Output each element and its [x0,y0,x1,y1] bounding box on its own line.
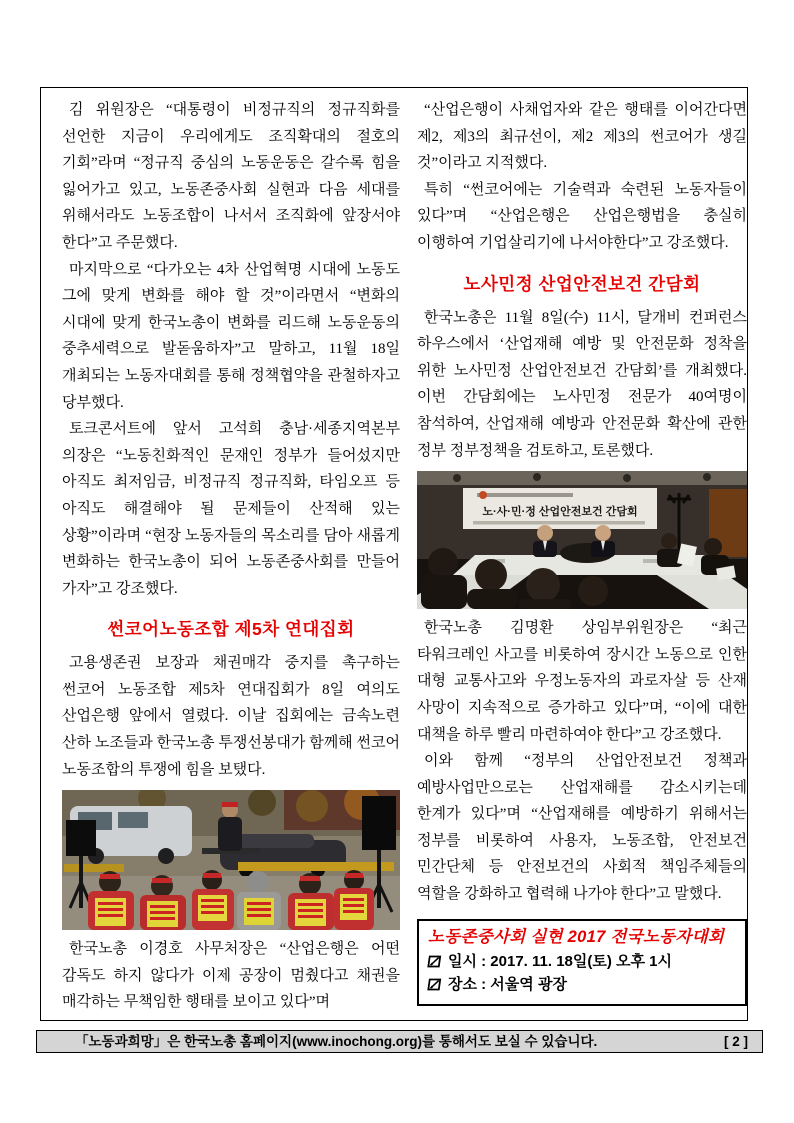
banner-text: 노·사·민·정 산업안전보건 간담회 [482,506,638,519]
yellow-barrier [64,864,124,872]
paragraph: 마지막으로 “다가오는 4차 산업혁명 시대에 노동도 그에 맞게 변화를 해야 할 것”이라면서 “변화의 시대에 맞게 한국노총이 변화를 리드해 노동운동의 중추세력으로 발돋움하자”고 말하고, 11월 18일 개최되는 노동자대회를 통해 정책협약을 관철하자고 당부했다. [62,261,400,411]
paragraph: 토크콘서트에 앞서 고석희 충남·세종지역본부 의장은 “노동친화적인 문재인 정부가 들어섰지만 아직도 최저임금, 비정규직 정규직화, 타임오프 등 아직도 해결해야 될 문제들이 산적해 있는 상황”이라며 “현장 노동자들의 목소리를 담아 새롭게 변화하는 한국노총이 되어 노동존중사회를 만들어 가자”고 강조했다. [62,421,400,597]
paragraph: 이와 함께 “정부의 산업안전보건 정책과 예방사업만으로는 산업재해를 감소시키는데 한계가 있다”며 “산업재해를 예방하기 위해서는 정부를 비롯하여 사용자, 노동조합, 안전보건 민간단체 등 안전보건의 사회적 책임주체들의 역할을 강화하고 협력해 나가야 한다”고 말했다. [417,753,747,903]
content-frame [40,87,748,1021]
protest-photo [62,790,400,930]
event-date-row [428,950,736,974]
event-title: 노동존중사회 실현 2017 전국노동자대회 [428,927,725,946]
event-date-text: 일시 : 2017. 11. 18일(토) 오후 1시 [448,952,673,970]
paragraph: 한국노총 김명환 상임부위원장은 “최근 타워크레인 사고를 비롯하여 장시간 노동으로 인한 대형 교통사고와 우정노동자의 과로자살 등 산재 사망이 지속적으로 증가하고 있다”며, “이에 대한 대책을 하루 빨리 마련하여야 한다”고 강조했다. [417,620,747,743]
paragraph: 특히 “썬코어에는 기술력과 숙련된 노동자들이 있다”며 “산업은행은 산업은행법을 충실히 이행하여 기업살리기에 나서야한다”고 강조했다. [417,181,747,251]
checkbox-pen-icon [427,955,442,968]
meeting-banner [463,488,657,529]
two-column-layout [41,88,747,1016]
page-number: [ 2 ] [723,1034,748,1049]
paragraph: 김 위원장은 “대통령이 비정규직의 정규직화를 선언한 지금이 우리에게도 조직확대의 절호의 기회”라며 “정규직 중심의 노동운동은 갈수록 힘을 잃어가고 있고, 노동존중사회 실현과 다음 세대를 위해서라도 노동조합이 나서서 조직화에 앞장서야 한다”고 주문했다. [62,102,400,251]
footer-text: 「노동과희망」은 한국노총 홈페이지(www.inochong.org)를 통해서도 보실 수 있습니다. [75,1034,598,1049]
yellow-barrier [238,862,394,871]
checkbox-pen-icon [427,978,442,991]
paragraph: “산업은행이 사채업자와 같은 행태를 이어간다면 제2, 제3의 최규선이, 제2 제3의 썬코어가 생길 것”이라고 지적했다. [417,102,747,172]
event-place-row [428,973,736,997]
page-footer [36,1030,763,1053]
right-column [417,97,747,1016]
meeting-photo [417,471,747,609]
left-column [62,97,400,1016]
paragraph: 한국노총은 11월 8일(수) 11시, 달개비 컨퍼런스 하우스에서 ‘산업재해 예방 및 안전문화 정착을 위한 노사민정 산업안전보건 간담회’를 개최했다. 이번 간담회에는 노사민정 전문가 40여명이 참석하여, 산업재해 예방과 안전문화 확산에 관한 정부 정부정책을 검토하고, 토론했다. [417,309,747,459]
event-announcement-box [417,919,747,1006]
paragraph: 고용생존권 보장과 채권매각 중지를 촉구하는 썬코어 노동조합 제5차 연대집회가 8일 여의도 산업은행 앞에서 열렸다. 이날 집회에는 금속노련 산하 노조들과 한국노총 투쟁선봉대가 함께해 썬코어 노동조합의 투쟁에 힘을 보탰다. [62,655,400,778]
event-place-text: 장소 : 서울역 광장 [448,976,567,994]
article-heading-safety-meeting: 노사민정 산업안전보건 간담회 [463,273,701,294]
article-heading-suncore-rally: 썬코어노동조합 제5차 연대집회 [107,619,355,640]
paragraph: 한국노총 이경호 사무처장은 “산업은행은 어떤 감독도 하지 않다가 이제 공장이 멈췄다고 채권을 매각하는 무책임한 행태를 보이고 있다”며 [62,941,400,1011]
